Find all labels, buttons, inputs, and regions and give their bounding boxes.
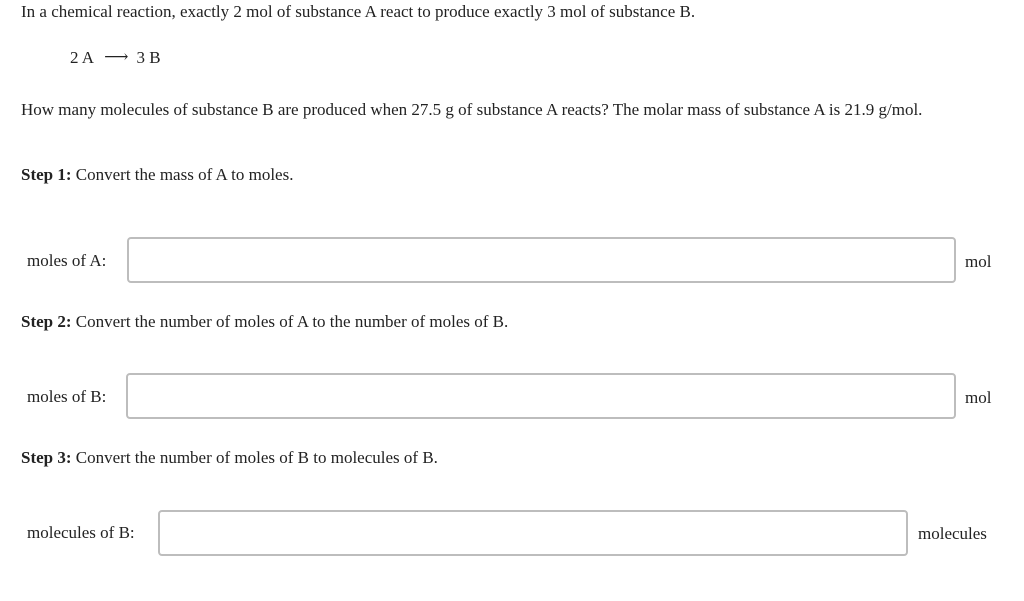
moles-b-unit: mol (965, 388, 992, 407)
moles-b-input[interactable] (126, 373, 956, 419)
step-2-text: Convert the number of moles of A to the number of moles of B. (75, 312, 509, 331)
step-1-label: Step 1: (21, 165, 72, 184)
step-2-label: Step 2: (21, 312, 72, 331)
step-1-text: Convert the mass of A to moles. (75, 165, 294, 184)
moles-a-unit: mol (965, 252, 992, 271)
problem-intro: In a chemical reaction, exactly 2 mol of substance A react to produce exactly 3 mol of substance B. (21, 2, 696, 21)
molecules-b-unit: molecules (918, 524, 987, 543)
molecules-b-label: molecules of B: (27, 523, 135, 542)
step-3-text: Convert the number of moles of B to molecules of B. (75, 448, 438, 467)
moles-b-label: moles of B: (27, 387, 107, 406)
equation-product: 3 B (136, 48, 161, 67)
step-1-instruction (21, 165, 293, 185)
reaction-equation (70, 48, 161, 68)
moles-a-input[interactable] (127, 237, 956, 283)
problem-question: How many molecules of substance B are produced when 27.5 g of substance A reacts? The molar mass of substance A is 21.9 g/mol. (21, 100, 923, 119)
step-2-instruction (21, 312, 508, 332)
equation-reactant: 2 A (70, 48, 95, 67)
step-3-instruction (21, 448, 438, 468)
moles-a-label: moles of A: (27, 251, 107, 270)
reaction-arrow-icon: ⟶ (104, 47, 129, 66)
step-3-label: Step 3: (21, 448, 72, 467)
molecules-b-input[interactable] (158, 510, 908, 556)
